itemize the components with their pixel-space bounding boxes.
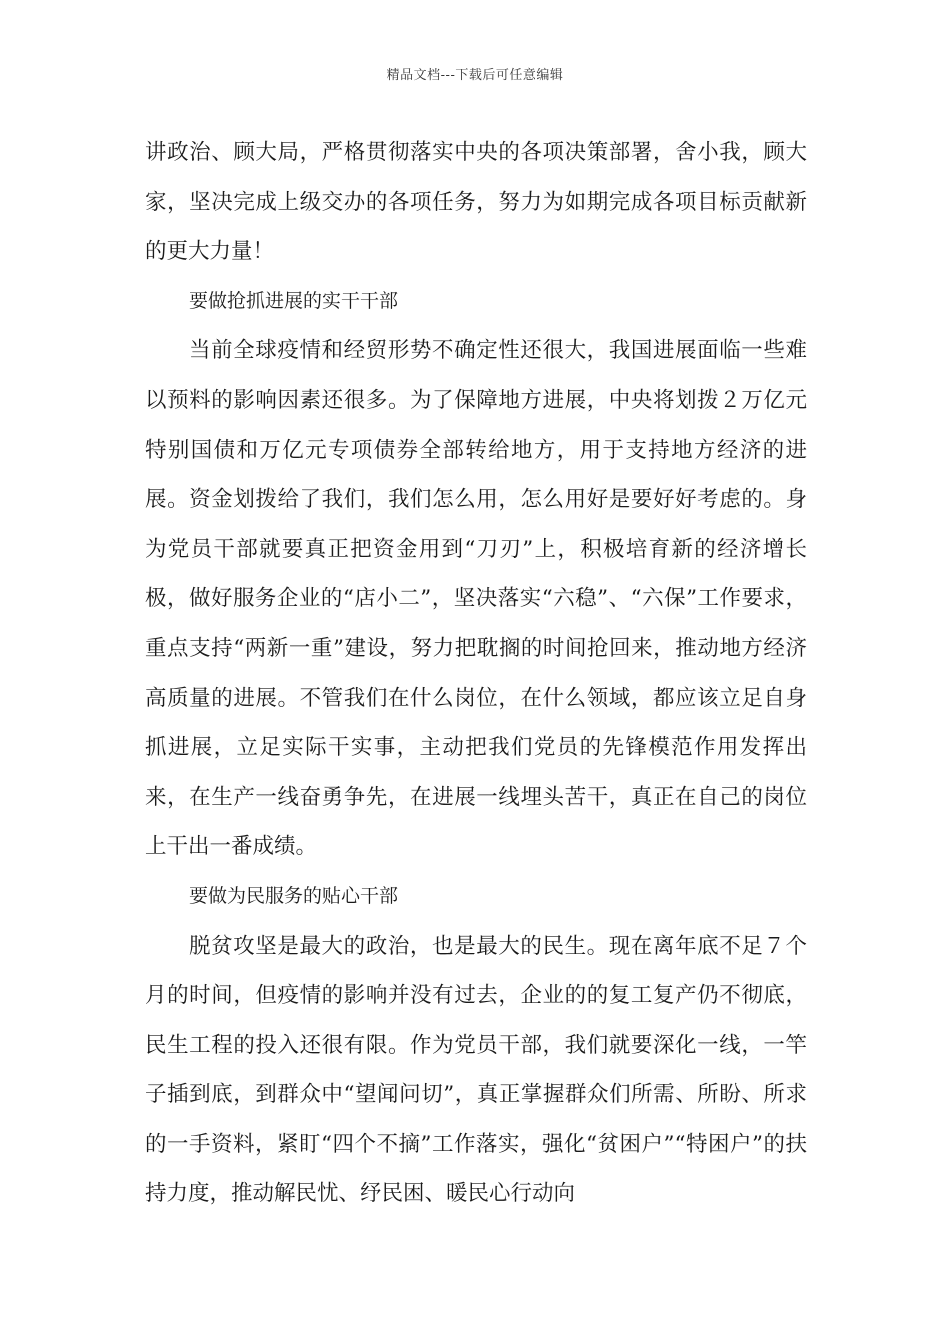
section-heading-development: 要做抢抓进展的实干干部 — [189, 289, 399, 312]
paragraph-intro: 讲政治、顾大局，严格贯彻落实中央的各项决策部署，舍小我，顾大家，坚决完成上级交办的各项任务，努力为如期完成各项目标贡献新的更大力量！ — [145, 140, 807, 265]
paragraph-service: 脱贫攻坚是最大的政治，也是最大的民生。现在离年底不足７个月的时间，但疫情的影响并没有过去，企业的的复工复产仍不彻底，民生工程的投入还很有限。作为党员干部，我们就要深化一线，一竿子插到底，到群众中“望闻问切”，真正掌握群众们所需、所盼、所求的一手资料，紧盯“四个不摘”工作落实，强化“贫困户”“特困户”的扶持力度，推动解民忧、纾民困、暖民心行动向 — [145, 933, 807, 1207]
section-heading-service: 要做为民服务的贴心干部 — [189, 884, 399, 907]
page-header: 精品文档---下载后可任意编辑 — [386, 68, 564, 83]
document-body — [145, 128, 807, 1219]
paragraph-development: 当前全球疫情和经贸形势不确定性还很大，我国进展面临一些难以预料的影响因素还很多。为了保障地方进展，中央将划拨２万亿元特别国债和万亿元专项债券全部转给地方，用于支持地方经济的进展。资金划拨给了我们，我们怎么用，怎么用好是要好好考虑的。身为党员干部就要真正把资金用到“刀刃”上，积极培育新的经济增长极，做好服务企业的“店小二”，坚决落实“六稳”、“六保”工作要求，重点支持“两新一重”建设，努力把耽搁的时间抢回来，推动地方经济高质量的进展。不管我们在什么岗位，在什么领域，都应该立足自身抓进展，立足实际干实事，主动把我们党员的先锋模范作用发挥出来，在生产一线奋勇争先，在进展一线埋头苦干，真正在自己的岗位上干出一番成绩。 — [145, 338, 807, 860]
